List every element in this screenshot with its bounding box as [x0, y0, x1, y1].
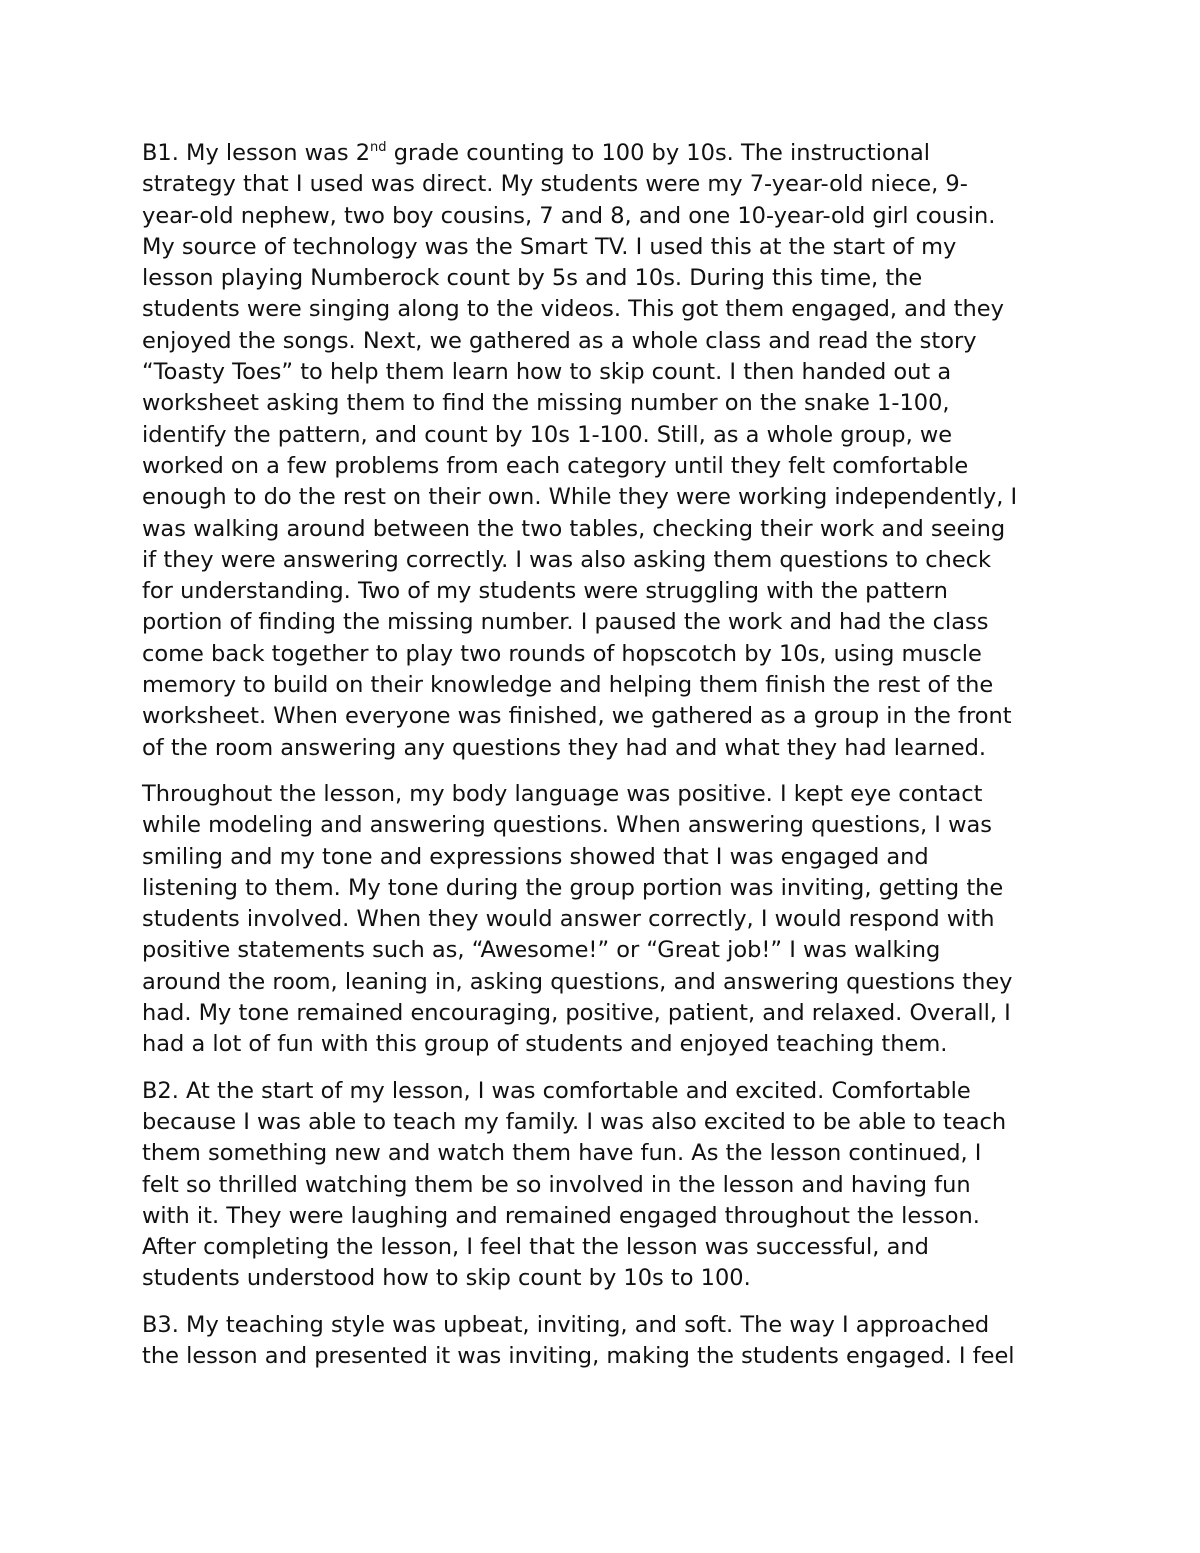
text-line: students involved. When they would answer correctly, I would respond with	[142, 906, 995, 933]
text-line: students understood how to skip count by 10s to 100.	[142, 1265, 751, 1292]
text-line: memory to build on their knowledge and helping them finish the rest of the	[142, 672, 994, 699]
text-line: was walking around between the two tables, checking their work and seeing	[142, 515, 1006, 542]
paragraph-body-language	[142, 779, 1072, 1061]
text-line: come back together to play two rounds of hopscotch by 10s, using muscle	[142, 640, 982, 667]
text-line: around the room, leaning in, asking questions, and answering questions they	[142, 968, 1013, 995]
text-line: listening to them. My tone during the group portion was inviting, getting the	[142, 874, 1004, 901]
text-line: worked on a few problems from each category until they felt comfortable	[142, 452, 969, 479]
text-line: “Toasty Toes” to help them learn how to skip count. I then handed out a	[142, 359, 952, 386]
text-line: portion of finding the missing number. I paused the work and had the class	[142, 609, 989, 636]
text-line: them something new and watch them have fun. As the lesson continued, I	[142, 1140, 982, 1167]
ordinal-superscript: nd	[370, 140, 387, 155]
text-line: enjoyed the songs. Next, we gathered as a whole class and read the story	[142, 327, 977, 354]
text-line: year-old nephew, two boy cousins, 7 and 8, and one 10-year-old girl cousin.	[142, 202, 996, 229]
text-line: B2. At the start of my lesson, I was comfortable and excited. Comfortable	[142, 1077, 971, 1104]
text-line: students were singing along to the videos. This got them engaged, and they	[142, 296, 1004, 323]
paragraph-b2	[142, 1076, 1072, 1295]
text-line: had. My tone remained encouraging, positive, patient, and relaxed. Overall, I	[142, 1000, 1011, 1027]
text-line: Throughout the lesson, my body language was positive. I kept eye contact	[142, 780, 983, 807]
text-line: worksheet asking them to find the missing number on the snake 1-100,	[142, 390, 950, 417]
paragraph-b1	[142, 138, 1072, 764]
paragraph-b3	[142, 1310, 1072, 1373]
text-line: B1. My lesson was 2nd grade counting to 100 by 10s. The instructional	[142, 140, 931, 166]
text-line: My source of technology was the Smart TV. I used this at the start of my	[142, 233, 957, 260]
text-line: had a lot of fun with this group of students and enjoyed teaching them.	[142, 1031, 948, 1058]
text-line: while modeling and answering questions. When answering questions, I was	[142, 812, 993, 839]
text-line: worksheet. When everyone was finished, we gathered as a group in the front	[142, 703, 1012, 730]
text-line: positive statements such as, “Awesome!” or “Great job!” I was walking	[142, 937, 941, 964]
text-line: felt so thrilled watching them be so involved in the lesson and having fun	[142, 1171, 971, 1198]
text-line: strategy that I used was direct. My students were my 7-year-old niece, 9-	[142, 171, 968, 198]
text-line: enough to do the rest on their own. While they were working independently, I	[142, 484, 1018, 511]
text-line: with it. They were laughing and remained engaged throughout the lesson.	[142, 1202, 980, 1229]
text-line: if they were answering correctly. I was also asking them questions to check	[142, 546, 992, 573]
text-line: of the room answering any questions they had and what they had learned.	[142, 734, 987, 761]
text-line: lesson playing Numberock count by 5s and 10s. During this time, the	[142, 265, 923, 292]
text-line: After completing the lesson, I feel that the lesson was successful, and	[142, 1234, 929, 1261]
text-line: because I was able to teach my family. I was also excited to be able to teach	[142, 1108, 1007, 1135]
text-line: for understanding. Two of my students were struggling with the pattern	[142, 578, 948, 605]
text-line: smiling and my tone and expressions showed that I was engaged and	[142, 843, 929, 870]
text-line: identify the pattern, and count by 10s 1-100. Still, as a whole group, we	[142, 421, 953, 448]
text-line: the lesson and presented it was inviting, making the students engaged. I feel	[142, 1342, 1015, 1369]
document-body	[142, 138, 1072, 1387]
text-line: B3. My teaching style was upbeat, inviting, and soft. The way I approached	[142, 1311, 990, 1338]
